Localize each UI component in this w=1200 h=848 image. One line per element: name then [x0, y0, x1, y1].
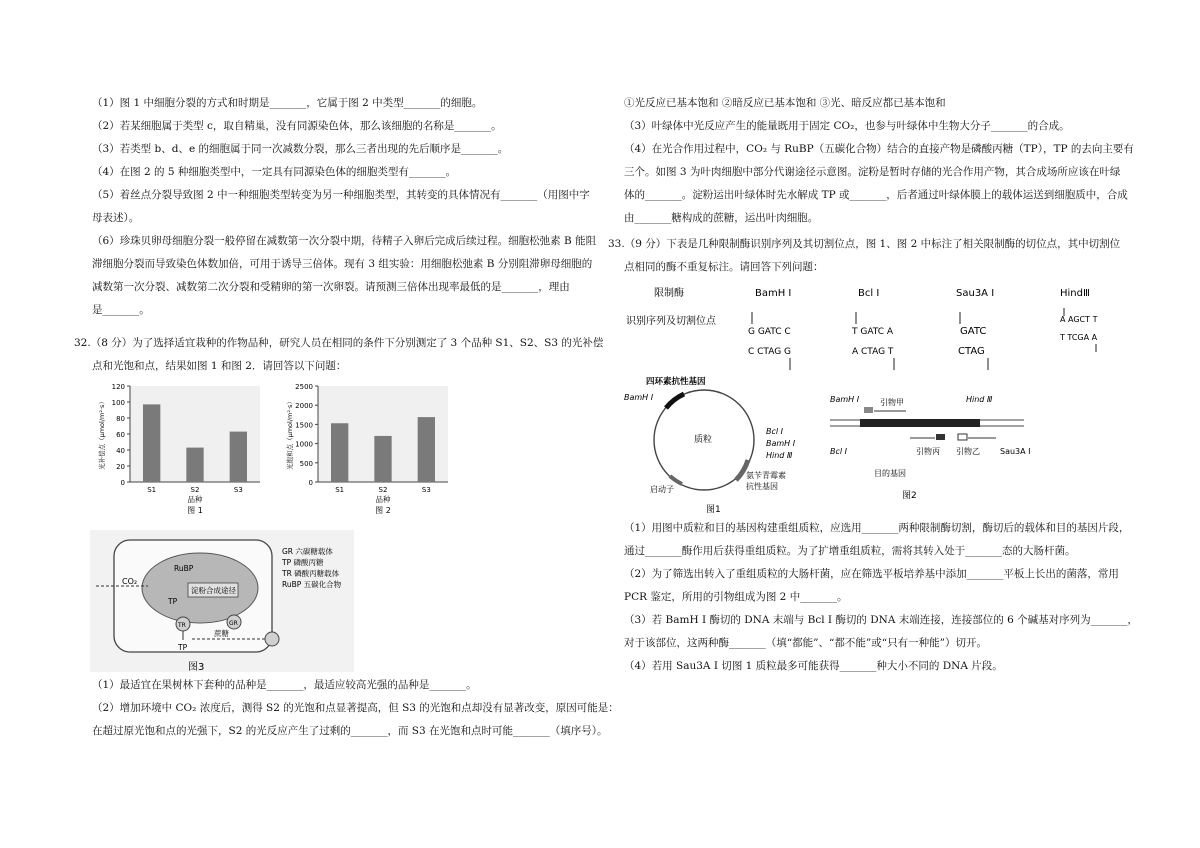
q31-line: （1）图 1 中细胞分裂的方式和时期是_______，它属于图 2 中类型_______的细胞。: [92, 97, 483, 109]
enzyme-top-seq: A AGCT T: [1060, 315, 1098, 324]
enzyme-bottom-seq: T TCGA A: [1060, 333, 1098, 342]
q33-head-line: 33.（9 分）下表是几种限制酶识别序列及其切割位点，图 1、图 2 中标注了相关限制酶的切位点，其中切割位: [608, 238, 1121, 250]
q32-cont-line: 体的_______。淀粉运出叶绿体时先水解成 TP 或_______，后者通过叶绿体膜上的载体运送到细胞质中，合成: [624, 189, 1128, 201]
tr-label: TR: [178, 622, 186, 629]
chart-title: 图 1: [187, 506, 203, 515]
y-tick-label: 80: [116, 415, 125, 423]
enzyme-top-seq: G GATC C: [748, 327, 791, 337]
promoter-region: [670, 476, 682, 484]
bar: [230, 432, 247, 482]
q31-line: 是_______。: [92, 304, 150, 316]
x-tick-label: S3: [233, 486, 243, 494]
q32-cont-line: （3）叶绿体中光反应产生的能量既用于固定 CO₂，也参与叶绿体中生物大分子_______的合成。: [624, 120, 1070, 132]
promoter-label: 启动子: [650, 485, 674, 494]
plasmid-figure: [620, 376, 806, 516]
bcl-label: Bcl Ⅰ: [830, 447, 848, 456]
target-label: 目的基因: [874, 469, 906, 478]
y-tick-label: 1000: [295, 440, 313, 449]
enzyme-top-seq: GATC: [960, 326, 987, 337]
bar: [143, 404, 160, 482]
sucrose-label: 蔗糖: [214, 629, 229, 638]
q33-sub-line: PCR 鉴定，所用的引物组成为图 2 中_______。: [624, 591, 848, 603]
gene-caption: 图2: [902, 491, 917, 501]
primer-a-label: 引物甲: [880, 398, 904, 407]
bcl-label: Bcl Ⅰ: [766, 427, 784, 436]
y-tick-label: 500: [299, 459, 313, 468]
x-tick-label: S1: [147, 486, 157, 494]
target-gene-bar: [860, 419, 980, 427]
q33-sub-line: 通过_______酶作用后获得重组质粒。为了扩增重组质粒，需将其转入处于_______态的大肠杆菌。: [624, 545, 1076, 557]
bar-charts: [92, 378, 452, 518]
x-axis-label: 品种: [375, 495, 391, 504]
q31-line: （3）若类型 b、d、e 的细胞属于同一次减数分裂，那么三者出现的先后顺序是_______。: [92, 143, 509, 155]
q32-cont-line: 由_______糖构成的蔗糖，运出叶肉细胞。: [624, 212, 819, 224]
enzyme-table: [620, 284, 1120, 374]
bar: [374, 436, 391, 482]
bamh-label: BamH Ⅰ: [830, 395, 860, 404]
enzyme-name: BamH Ⅰ: [755, 288, 792, 299]
chart-1: [97, 383, 260, 515]
legend-2: TP 磷酸丙糖: [282, 558, 324, 567]
q32-cont-line: （4）在光合作用过程中，CO₂ 与 RuBP（五碳化合物）结合的直接产物是磷酸丙糖（TP），TP 的去向主要有: [624, 143, 1134, 155]
q33-head-line: 点相同的酶不重复标注。请回答下列问题：: [624, 261, 824, 273]
q32-cont-line: ①光反应已基本饱和 ②暗反应已基本饱和 ③光、暗反应都已基本饱和: [624, 97, 946, 109]
q31-line: （2）若某细胞属于类型 c，取自精巢，没有同源染色体，那么该细胞的名称是_______。: [92, 120, 502, 132]
y-tick-label: 2500: [295, 383, 313, 391]
q31-line: 减数第一次分裂、减数第二次分裂和受精卵的第一次卵裂。请预测三倍体出现率最低的是_______，理由: [92, 281, 570, 293]
y-axis-label: 光饱和点（μmol/m²·s）: [286, 398, 294, 470]
q32-sub-line: （1）最适宜在果树林下套种的品种是_______，最适应较高光强的品种是_______。: [92, 679, 477, 691]
x-tick-label: S2: [378, 486, 388, 494]
enzyme-name: Sau3A Ⅰ: [956, 288, 995, 299]
y-tick-label: 100: [111, 399, 125, 407]
primer-b-label: 引物乙: [956, 447, 980, 456]
x-tick-label: S2: [190, 486, 200, 494]
q31-line: （4）在图 2 的 5 种细胞类型中，一定具有同源染色体的细胞类型有_______。: [92, 166, 457, 178]
chart-2: [285, 383, 448, 515]
q32-head-line: 点和光饱和点，结果如图 1 和图 2．请回答以下问题：: [92, 360, 347, 372]
legend-1: GR 六碳糖载体: [282, 547, 333, 556]
y-tick-label: 2000: [295, 402, 313, 411]
fig3-diagram: [88, 528, 358, 676]
primer-c-box: [936, 434, 945, 440]
bar: [331, 423, 348, 482]
q31-line: （5）着丝点分裂导致图 2 中一种细胞类型转变为另一种细胞类型，其转变的具体情况有_______（用图中字: [92, 189, 590, 201]
left-column: [92, 92, 600, 322]
q32-cont-line: 三个。如图 3 为叶肉细胞中部分代谢途径示意图。淀粉是暂时存储的光合作用产物，其合成场所应该在叶绿: [624, 166, 1121, 178]
enzyme-bottom-seq: C CTAG G: [748, 347, 792, 357]
gene-figure: [824, 392, 1044, 502]
q31-line: 滞细胞分裂而导致染色体数加倍，可用于诱导三倍体。现有 3 组实验：用细胞松弛素 B 分别阻滞卵母细胞的: [92, 258, 593, 270]
q33-sub-line: 对于该部位，这两种酶_______（填“都能”、“都不能”或“只有一种能”）切开。: [624, 637, 987, 649]
primer-c-label: 引物丙: [916, 447, 940, 456]
q31-line: （6）珍珠贝卵母细胞分裂一般停留在减数第一次分裂中期，待精子入卵后完成后续过程。细胞松弛素 B 能阻: [92, 235, 597, 247]
q33-sub-line: （3）若 BamH I 酶切的 DNA 末端与 Bcl I 酶切的 DNA 末端连接，连接部位的 6 个碱基对序列为_______，: [624, 614, 1138, 626]
x-tick-label: S3: [421, 486, 431, 494]
q32-sub: [92, 674, 619, 743]
cell-transporter: [265, 632, 279, 646]
bar: [418, 417, 435, 482]
enzyme-bottom-seq: CTAG: [958, 346, 985, 357]
co2-label: CO₂: [122, 577, 138, 586]
primer-a-box: [864, 407, 873, 413]
plasmid-label: 质粒: [694, 435, 713, 445]
hind-label: Hind Ⅲ: [966, 395, 993, 404]
y-axis-label: 光补偿点（μmol/m²·s）: [98, 398, 106, 470]
gr-label: GR: [229, 620, 238, 627]
amp-label: 氨苄青霉素: [746, 471, 786, 480]
table-label-2: 识别序列及切割位点: [626, 316, 716, 327]
q32-head: [74, 332, 604, 378]
bar: [186, 448, 203, 482]
q31-line: 母表述）。: [92, 212, 140, 224]
tp2-label: TP: [178, 643, 188, 652]
starch-label: 淀粉合成途径: [191, 586, 236, 595]
sau-label: Sau3A Ⅰ: [1000, 447, 1031, 456]
q33-sub-line: （1）用图中质粒和目的基因构建重组质粒，应选用_______两种限制酶切割，酶切后的载体和目的基因片段，: [624, 522, 1130, 534]
enzyme-bottom-seq: A CTAG T: [852, 347, 894, 357]
plasmid-caption: 图1: [706, 505, 721, 515]
y-tick-label: 0: [308, 479, 313, 487]
tet-gene: [666, 394, 684, 408]
enzyme-name: Bcl Ⅰ: [858, 288, 880, 299]
q32-sub-line: 在超过原光饱和点的光强下，S2 的光反应产生了过剩的_______，而 S3 在光饱和点时可能_______（填序号）。: [92, 725, 608, 737]
x-tick-label: S1: [335, 486, 345, 494]
q33-sub-line: （2）为了筛选出转入了重组质粒的大肠杆菌，应在筛选平板培养基中添加_______平板上长出的菌落，常用: [624, 568, 1119, 580]
x-axis-label: 品种: [187, 495, 203, 504]
chart-title: 图 2: [375, 506, 391, 515]
legend-3: TR 磷酸丙糖载体: [282, 569, 340, 578]
q33-sub-line: （4）若用 Sau3A I 切图 1 质粒最多可能获得_______种大小不同的 DNA 片段。: [624, 660, 1003, 672]
q33-head: [608, 233, 1188, 279]
legend-4: RuBP 五碳化合物: [282, 580, 342, 589]
tet-label: 四环素抗性基因: [646, 377, 706, 387]
tp-label: TP: [168, 597, 178, 606]
primer-b-box: [958, 434, 967, 440]
bamh2-label: BamH Ⅰ: [766, 439, 796, 448]
q31-block: [92, 92, 600, 322]
hind-label: Hind Ⅲ: [766, 451, 793, 460]
table-label: 限制酶: [654, 288, 684, 299]
enzyme-name: HindⅢ: [1060, 288, 1090, 299]
y-tick-label: 60: [116, 431, 125, 439]
q33-sub: [624, 517, 1184, 678]
rubp-label: RuBP: [174, 564, 194, 573]
q32-sub-line: （2）增加环境中 CO₂ 浓度后，测得 S2 的光饱和点显著提高，但 S3 的光饱和点却没有显著改变，原因可能是：: [92, 702, 619, 714]
bamh-label: BamH Ⅰ: [624, 393, 654, 402]
amp2-label: 抗性基因: [746, 482, 778, 491]
y-tick-label: 0: [120, 479, 125, 487]
q32-head-line: 32.（8 分）为了选择适宜栽种的作物品种，研究人员在相同的条件下分别测定了 3 个品种 S1、S2、S3 的光补偿: [74, 337, 604, 349]
y-tick-label: 120: [111, 383, 125, 391]
y-tick-label: 40: [116, 447, 125, 455]
y-tick-label: 20: [116, 463, 125, 471]
right-column: [624, 92, 1184, 230]
enzyme-top-seq: T GATC A: [852, 327, 894, 337]
fig3-caption: 图3: [188, 662, 205, 673]
y-tick-label: 1500: [295, 421, 313, 430]
